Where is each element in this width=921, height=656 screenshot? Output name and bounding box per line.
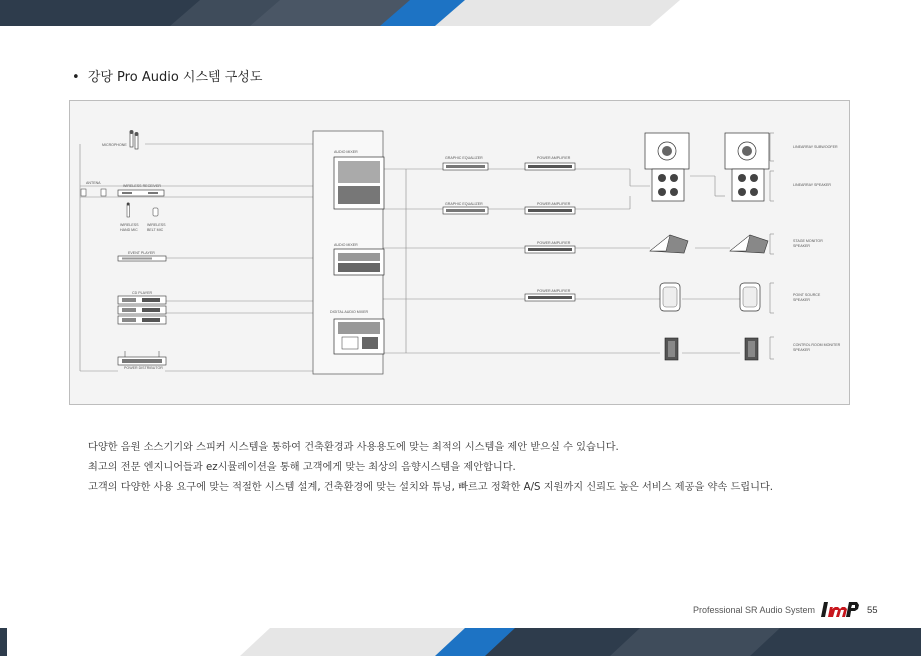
section-heading (72, 66, 262, 85)
wireless-hand-mic-label-1: WIRELESS (120, 223, 139, 227)
bullet: • (72, 70, 80, 85)
section-title: 강당 Pro Audio 시스템 구성도 (87, 70, 263, 85)
system-diagram (69, 100, 850, 405)
event-player-label: EVENT PLAYER (128, 251, 155, 255)
point-source-speaker-2 (740, 283, 760, 311)
description-line-2: 최고의 전문 엔지니어들과 ez시뮬레이션을 통해 고객에게 맞는 최상의 음향시스템을 제안합니다. (88, 462, 516, 473)
point-source-speaker-1 (660, 283, 680, 311)
antena-label: ANTENA (86, 181, 101, 185)
control-room-label-2: SPEAKER (793, 348, 810, 352)
control-room-monitor-2 (745, 338, 758, 360)
linearray-speaker-label: LINEARRAY SPEAKER (793, 183, 832, 187)
linearray-speaker-2 (725, 133, 769, 201)
antena (81, 189, 106, 196)
cd-player (118, 296, 166, 324)
digital-mixer (334, 319, 384, 354)
wireless-belt-mic-label-2: BELT MIC (147, 228, 164, 232)
amp-3 (525, 246, 575, 253)
microphone-label: MICROPHONE (102, 143, 127, 147)
amp-2-label: POWER AMPLIFIER (537, 202, 571, 206)
amp-3-label: POWER AMPLIFIER (537, 241, 571, 245)
point-source-label-2: SPEAKER (793, 298, 810, 302)
wireless-belt-mic (153, 208, 158, 216)
graphic-eq-2-label: GRAPHIC EQUALIZER (445, 202, 483, 206)
wireless-belt-mic-label-1: WIRELESS (147, 223, 166, 227)
amp-4-label: POWER AMPLIFIER (537, 289, 571, 293)
amp-4 (525, 294, 575, 301)
graphic-eq-1 (443, 163, 488, 170)
wireless-receiver (118, 190, 164, 196)
event-player (118, 256, 166, 261)
control-room-label-1: CONTROL ROOM MONITER (793, 343, 841, 347)
control-room-monitor-1 (665, 338, 678, 360)
stage-monitor-2 (730, 235, 768, 253)
linearray-speaker-1 (645, 133, 689, 201)
cd-player-label: CD PLAYER (132, 291, 153, 295)
page-number: 55 (867, 605, 878, 616)
wireless-receiver-label: WIRELESS RECEIVER (123, 184, 161, 188)
stage-monitor-1 (650, 235, 688, 253)
audio-mixer-2-label: AUDIO MIXER (334, 243, 358, 247)
audio-mixer-2 (334, 249, 384, 275)
graphic-eq-1-label: GRAPHIC EQUALIZER (445, 156, 483, 160)
amp-1-label: POWER AMPLIFIER (537, 156, 571, 160)
bottom-decor-band (0, 628, 921, 656)
imp-logo (817, 598, 861, 620)
system-diagram-svg (70, 101, 851, 406)
description-line-1: 다양한 음원 소스기기와 스피커 시스템을 통하여 건축환경과 사용용도에 맞는 최적의 시스템을 제안 받으실 수 있습니다. (88, 442, 619, 453)
top-decor-band (0, 0, 921, 26)
audio-mixer-1 (334, 157, 384, 209)
wireless-hand-mic (127, 203, 130, 218)
amp-1 (525, 163, 575, 170)
power-distributor-label: POWER DISTRIBUTOR (124, 366, 163, 370)
point-source-label-1: POINT SOURCE (793, 293, 821, 297)
stage-monitor-label-1: STAGE MONITOR (793, 239, 823, 243)
power-distributor (118, 351, 166, 365)
stage-monitor-label-2: SPEAKER (793, 244, 810, 248)
digital-mixer-label: DIGITAL AUDIO MIXER (330, 310, 369, 314)
description (88, 438, 773, 498)
wireless-hand-mic-label-2: HAND MIC (120, 228, 138, 232)
audio-mixer-1-label: AUDIO MIXER (334, 150, 358, 154)
amp-2 (525, 207, 575, 214)
description-line-3: 고객의 다양한 사용 요구에 맞는 적절한 시스템 설계, 건축환경에 맞는 설치와 튜닝, 빠르고 정확한 A/S 지원까지 신뢰도 높은 서비스 제공을 약속 드립니다. (88, 482, 774, 493)
microphone (130, 130, 139, 149)
linearray-subwoofer-label: LINEARRAY SUBWOOFER (793, 145, 838, 149)
footer-tagline: Professional SR Audio System (693, 605, 816, 615)
graphic-eq-2 (443, 207, 488, 214)
